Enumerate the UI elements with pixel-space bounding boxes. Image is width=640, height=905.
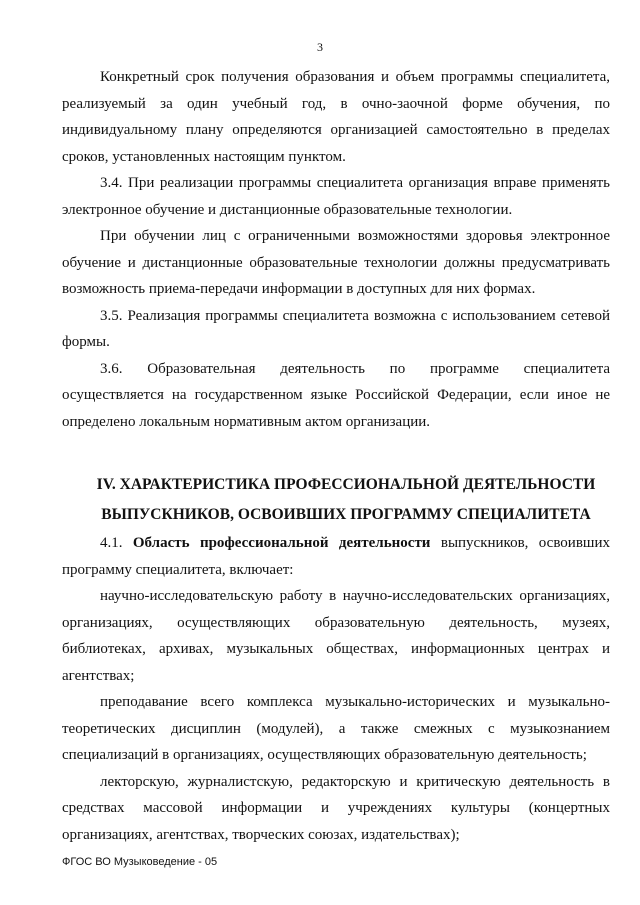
- list-item-teaching: преподавание всего комплекса музыкально-исторических и музыкально-теоретических дисциплин (модулей), а также смежных с музыкознанием специализаций в организациях, осуществляющих образовательную деятельность;: [62, 694, 610, 763]
- clause-number: 4.1.: [100, 535, 123, 551]
- clause-rest-text: выпускников, освоивших программу специалитета, включает:: [62, 535, 610, 578]
- clause-bold-term: Область профессиональной деятельности: [132, 535, 431, 551]
- paragraph-term-limits: Конкретный срок получения образования и объем программы специалитета, реализуемый за один учебный год, в очно-заочной форме обучения, по индивидуальному плану определяются организацией самостоятельно в пределах сроков, установленных настоящим пунктом.: [62, 69, 610, 165]
- clause-4-1: [62, 530, 610, 583]
- footer-text: ФГОС ВО Музыковедение - 05: [62, 856, 218, 868]
- paragraph-3-6: 3.6. Образовательная деятельность по программе специалитета осуществляется на государственном языке Российской Федерации, если иное не определено локальным нормативным актом организации.: [62, 360, 610, 430]
- section-iv-block: [62, 470, 610, 848]
- page-number: 3: [317, 40, 323, 54]
- paragraph-3-4: 3.4. При реализации программы специалитета организация вправе применять электронное обучение и дистанционные образовательные технологии.: [62, 175, 610, 218]
- list-item-lecturing: лекторскую, журналистскую, редакторскую и критическую деятельность в средствах массовой информации и учреждениях культуры (концертных организациях, агентствах, творческих союзах, издательствах);: [62, 773, 610, 843]
- section-title-line-1: IV. ХАРАКТЕРИСТИКА ПРОФЕССИОНАЛЬНОЙ ДЕЯТЕЛЬНОСТИ: [96, 476, 596, 493]
- upper-text-block: [62, 64, 610, 435]
- paragraph-3-5: 3.5. Реализация программы специалитета возможна с использованием сетевой формы.: [62, 307, 610, 350]
- list-item-research: научно-исследовательскую работу в научно-исследовательских организациях, организациях, осуществляющих образовательную деятельность, музеях, библиотеках, архивах, музыкальных обществах, информационных центрах и агентствах;: [62, 588, 610, 684]
- section-title-line-2: ВЫПУСКНИКОВ, ОСВОИВШИХ ПРОГРАММУ СПЕЦИАЛИТЕТА: [101, 506, 591, 523]
- section-title: [62, 470, 610, 530]
- paragraph-disabled-learners: При обучении лиц с ограниченными возможностями здоровья электронное обучение и дистанционные образовательные технологии должны предусматривать возможность приема-передачи информации в доступных для них формах.: [62, 228, 610, 297]
